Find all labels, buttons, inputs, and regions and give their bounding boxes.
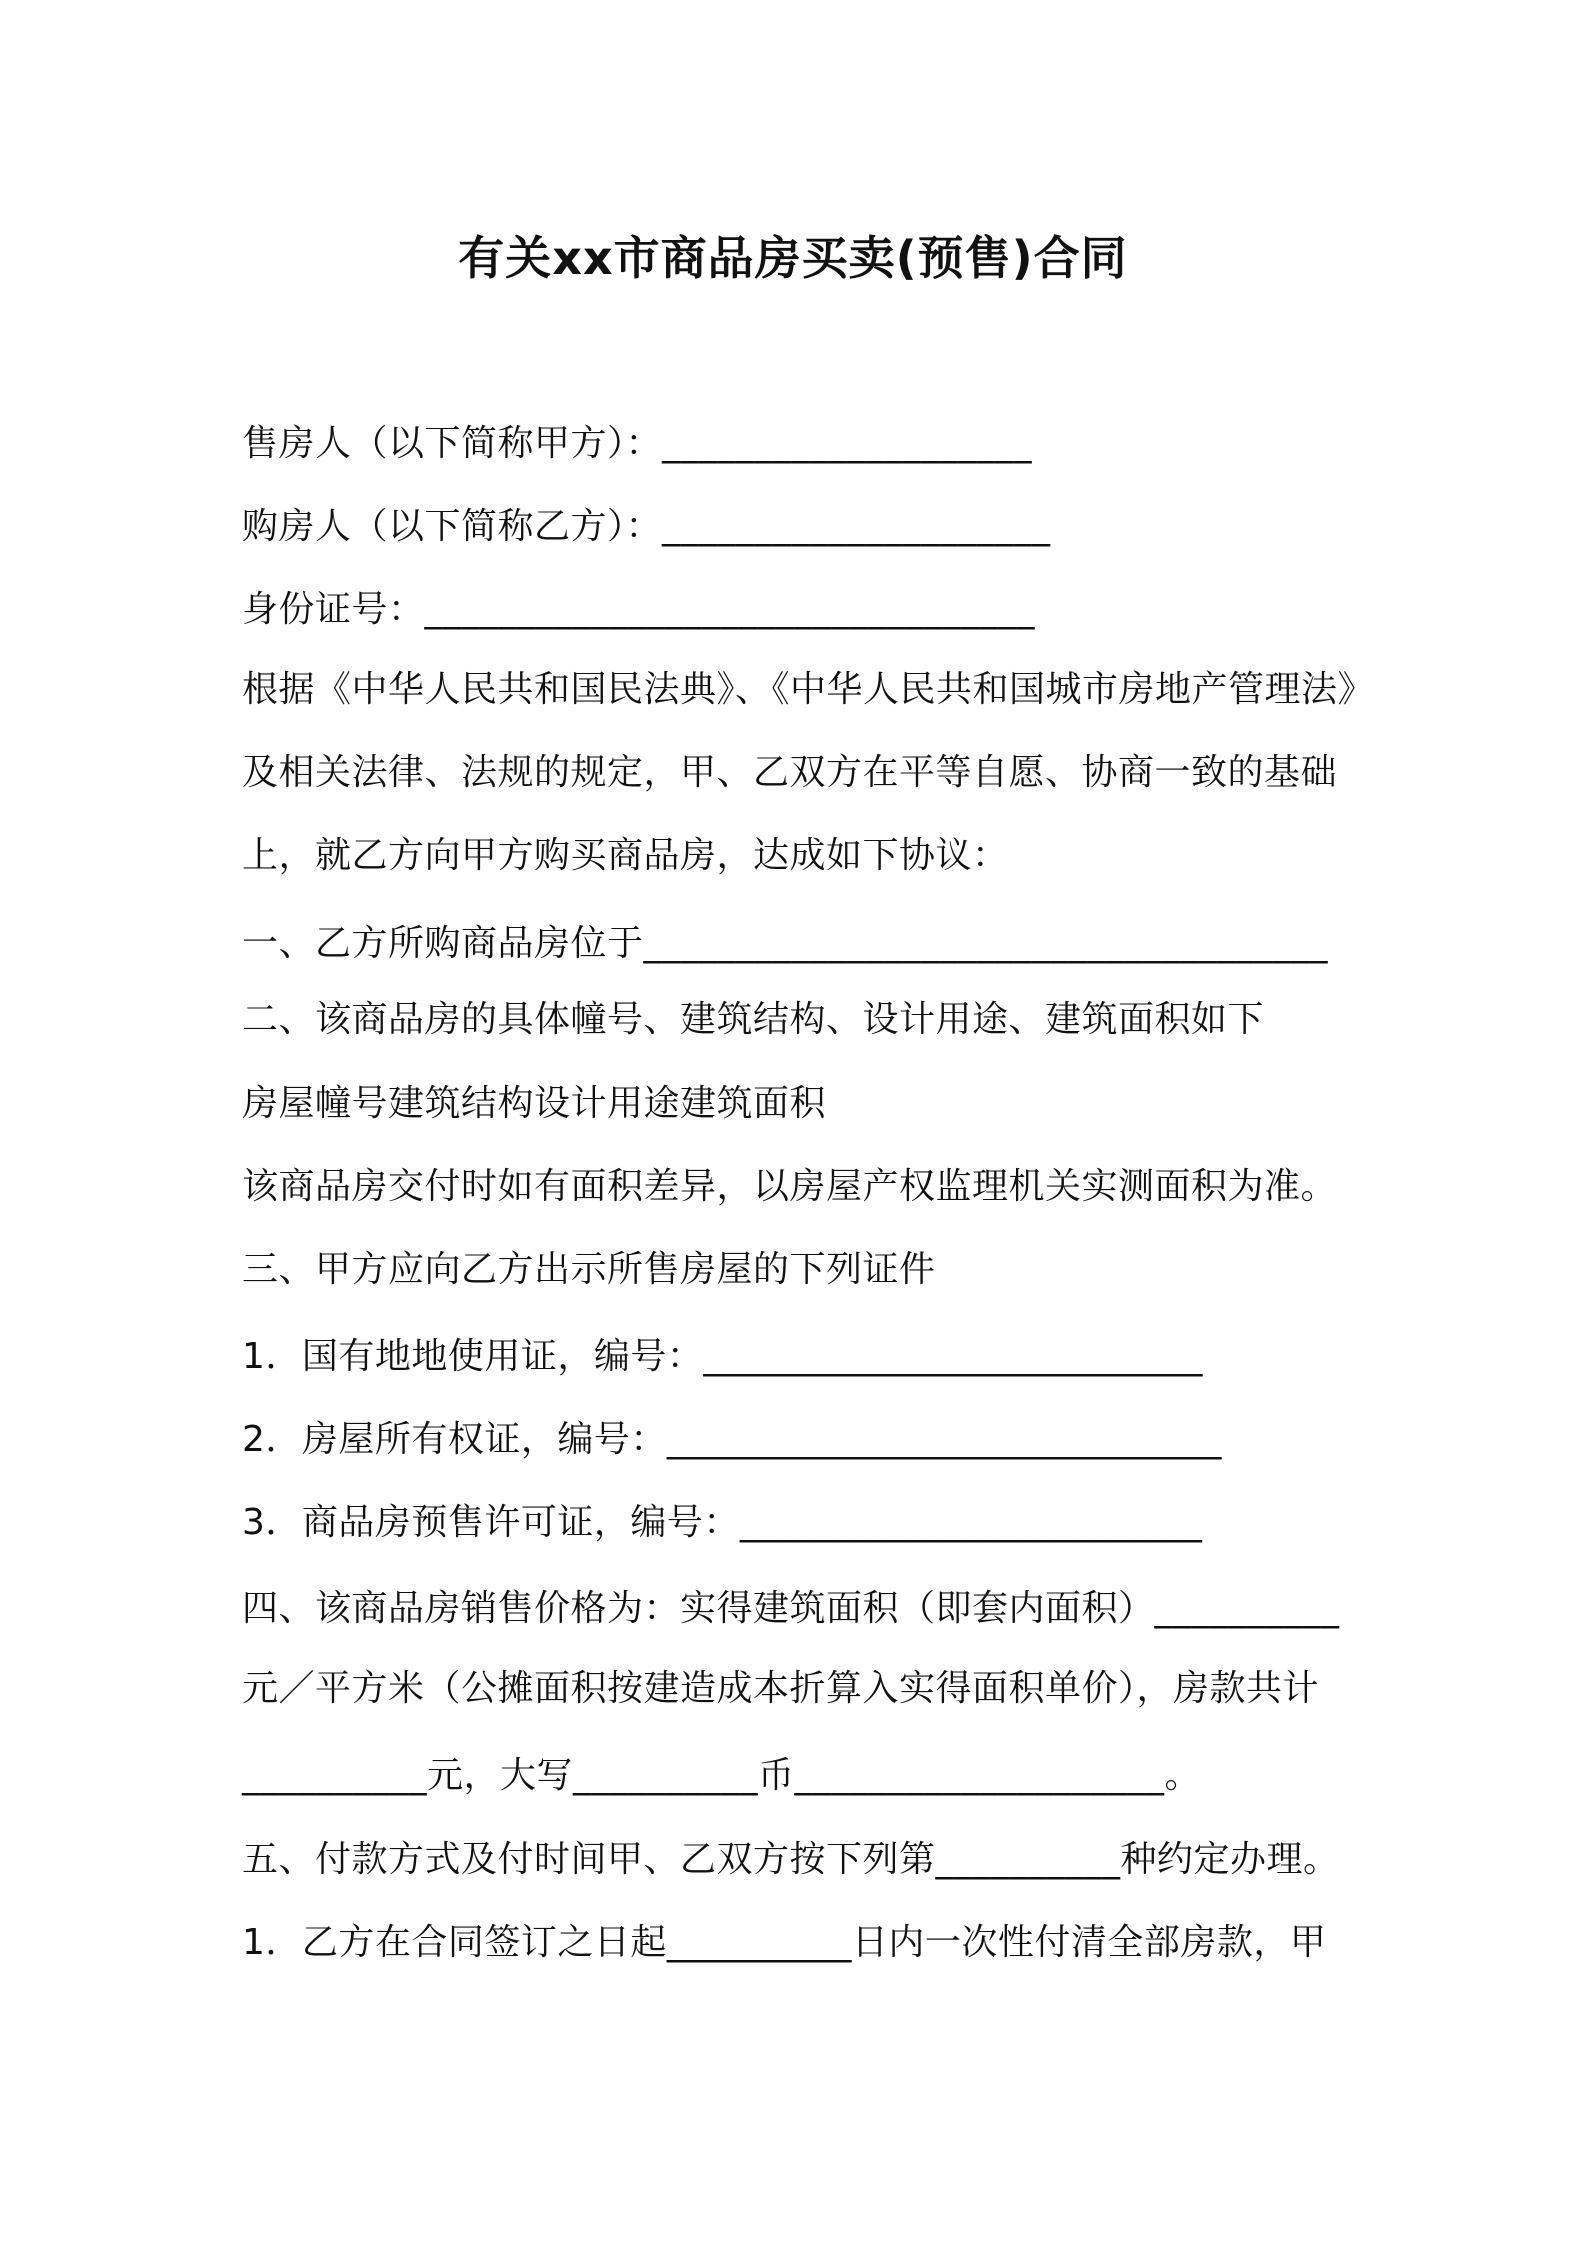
certificate-line: 3．商品房预售许可证，编号：_________________________ bbox=[242, 1502, 1203, 1543]
paragraph-line: 上，就乙方向甲方购买商品房，达成如下协议： bbox=[242, 835, 1009, 876]
payment-line: 1．乙方在合同签订之日起__________日内一次性付清全部房款，甲 bbox=[242, 1922, 1327, 1963]
seller-line: 售房人（以下简称甲方）：____________________ bbox=[242, 423, 1033, 464]
document-title: 有关xx市商品房买卖(预售)合同 bbox=[458, 231, 1128, 285]
clause-4-line: 四、该商品房销售价格为：实得建筑面积（即套内面积）__________ bbox=[242, 1588, 1340, 1629]
id-number-line: 身份证号：_________________________________ bbox=[242, 589, 1036, 630]
certificate-line: 1．国有地地使用证，编号：___________________________ bbox=[242, 1336, 1203, 1377]
clause-5-line: 五、付款方式及付时间甲、乙双方按下列第__________种约定办理。 bbox=[242, 1839, 1340, 1880]
clause-3-line: 三、甲方应向乙方出示所售房屋的下列证件 bbox=[242, 1249, 936, 1290]
certificate-line: 2．房屋所有权证，编号：______________________________ bbox=[242, 1419, 1222, 1460]
paragraph-line: 房屋幢号建筑结构设计用途建筑面积 bbox=[242, 1083, 827, 1124]
paragraph-line: __________元，大写__________币____________________。 bbox=[242, 1755, 1202, 1796]
buyer-line: 购房人（以下简称乙方）：_____________________ bbox=[242, 506, 1051, 547]
paragraph-line: 及相关法律、法规的规定，甲、乙双方在平等自愿、协商一致的基础 bbox=[242, 752, 1338, 793]
clause-1-line: 一、乙方所购商品房位于_____________________________________ bbox=[242, 923, 1329, 964]
paragraph-line: 元／平方米（公摊面积按建造成本折算入实得面积单价），房款共计 bbox=[242, 1668, 1320, 1709]
clause-2-line: 二、该商品房的具体幢号、建筑结构、设计用途、建筑面积如下 bbox=[242, 999, 1265, 1040]
paragraph-line: 根据《中华人民共和国民法典》、《中华人民共和国城市房地产管理法》 bbox=[242, 669, 1375, 710]
paragraph-line: 该商品房交付时如有面积差异，以房屋产权监理机关实测面积为准。 bbox=[242, 1166, 1338, 1207]
